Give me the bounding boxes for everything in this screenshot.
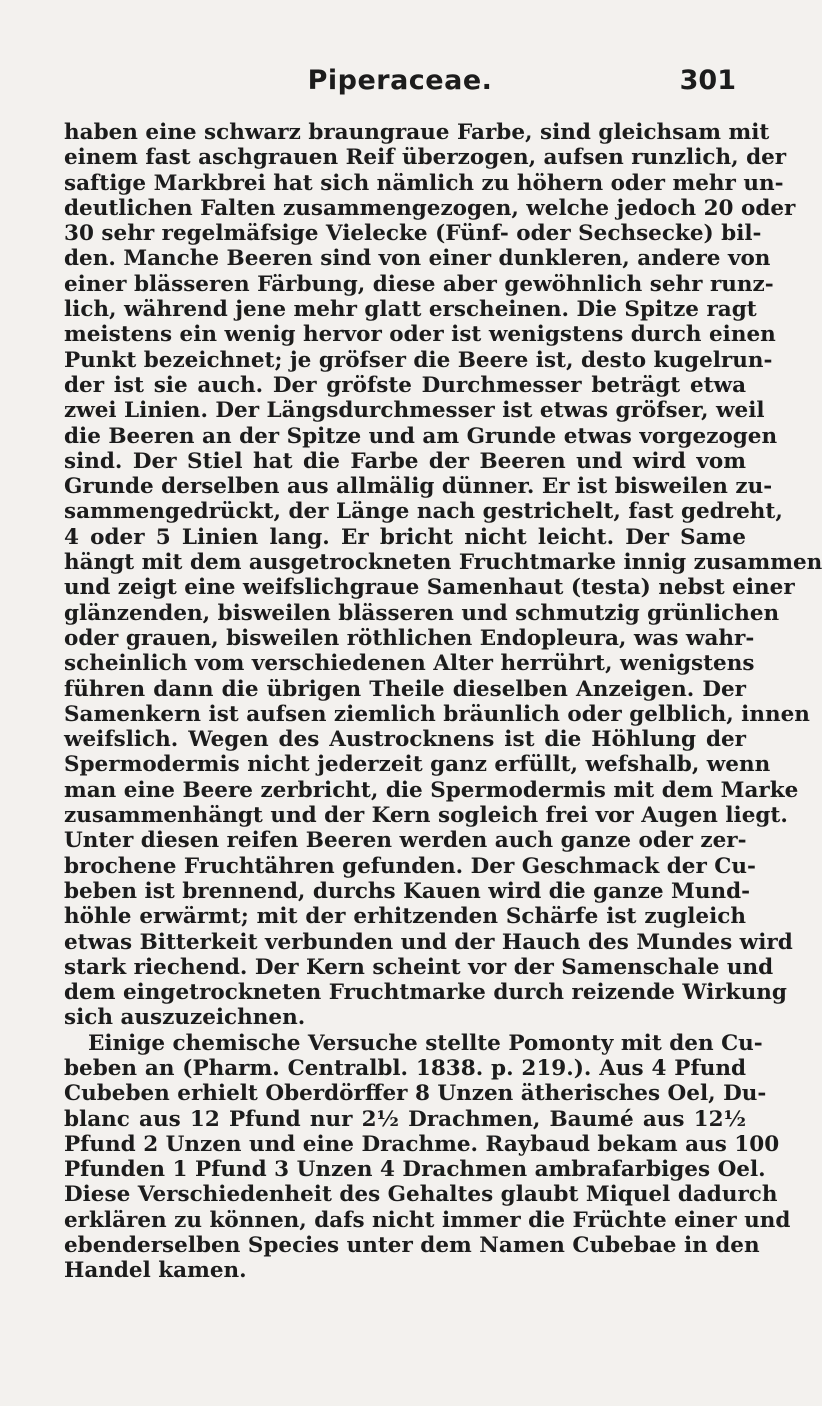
text-line: hängt mit dem ausgetrockneten Fruchtmarke innig zusammen (64, 550, 822, 576)
text-line: 30 sehr regelmäfsige Vielecke (Fünf- oder Sechsecke) bil- (64, 221, 762, 247)
page-header (0, 64, 800, 98)
text-line: höhle erwärmt; mit der erhitzenden Schärfe ist zugleich (64, 904, 746, 930)
text-line: Pfund 2 Unzen und eine Drachme. Raybaud bekam aus 100 (64, 1131, 780, 1157)
text-line: Spermodermis nicht jederzeit ganz erfüllt, wefshalb, wenn (64, 752, 771, 778)
text-line: sind. Der Stiel hat die Farbe der Beeren und wird vom (64, 448, 746, 474)
text-line: man eine Beere zerbricht, die Spermodermis mit dem Marke (64, 777, 799, 803)
text-line: beben an (Pharm. Centralbl. 1838. p. 219.). Aus 4 Pfund (64, 1055, 746, 1081)
text-line: Unter diesen reifen Beeren werden auch ganze oder zer- (64, 828, 747, 854)
text-line: beben ist brennend, durchs Kauen wird die ganze Mund- (64, 878, 751, 904)
text-line: Grunde derselben aus allmälig dünner. Er ist bisweilen zu- (64, 474, 773, 500)
text-line: einem fast aschgrauen Reif überzogen, aufsen runzlich, der (64, 145, 787, 171)
text-line: Cubeben erhielt Oberdörffer 8 Unzen ätherisches Oel, Du- (64, 1081, 767, 1107)
text-line: einer blässeren Färbung, diese aber gewöhnlich sehr runz- (64, 271, 774, 297)
text-line: Samenkern ist aufsen ziemlich bräunlich oder gelblich, innen (64, 701, 810, 727)
page-number: 301 (679, 65, 736, 96)
text-line: sich auszuzeichnen. (64, 1005, 306, 1031)
text-line: zwei Linien. Der Längsdurchmesser ist etwas gröfser, weil (64, 398, 765, 424)
text-line: die Beeren an der Spitze und am Grunde etwas vorgezogen (64, 423, 778, 449)
text-line: 4 oder 5 Linien lang. Er bricht nicht leicht. Der Same (64, 524, 746, 550)
body-text (64, 120, 822, 1284)
text-line: Diese Verschiedenheit des Gehaltes glaubt Miquel dadurch (64, 1182, 778, 1208)
text-line: sammengedrückt, der Länge nach gestrichelt, fast gedreht, (64, 499, 783, 525)
text-line: ebenderselben Species unter dem Namen Cubebae in den (64, 1233, 760, 1259)
text-line: glänzenden, bisweilen blässeren und schmutzig grünlichen (64, 600, 780, 626)
text-line: blanc aus 12 Pfund nur 2½ Drachmen, Baumé aus 12½ (64, 1106, 746, 1132)
text-line: dem eingetrockneten Fruchtmarke durch reizende Wirkung (64, 980, 787, 1006)
text-line: haben eine schwarz braungraue Farbe, sind gleichsam mit (64, 120, 770, 145)
text-line: Einige chemische Versuche stellte Pomonty mit den Cu- (88, 1030, 763, 1056)
text-line: brochene Fruchtähren gefunden. Der Geschmack der Cu- (64, 853, 756, 879)
text-line: erklären zu können, dafs nicht immer die Früchte einer und (64, 1207, 791, 1233)
text-line: stark riechend. Der Kern scheint vor der Samenschale und (64, 954, 774, 980)
text-line: meistens ein wenig hervor oder ist wenigstens durch einen (64, 322, 776, 348)
text-line: etwas Bitterkeit verbunden und der Hauch des Mundes wird (64, 929, 793, 955)
text-line: der ist sie auch. Der gröfste Durchmesser beträgt etwa (64, 372, 746, 398)
text-line: deutlichen Falten zusammengezogen, welche jedoch 20 oder (64, 195, 796, 221)
running-title: Piperaceae. (307, 65, 493, 96)
text-line: weifslich. Wegen des Austrocknens ist die Höhlung der (64, 727, 746, 753)
text-line: scheinlich vom verschiedenen Alter herrührt, wenigstens (64, 651, 755, 677)
text-line: Pfunden 1 Pfund 3 Unzen 4 Drachmen ambrafarbiges Oel. (64, 1157, 766, 1183)
text-line: Punkt bezeichnet; je gröfser die Beere ist, desto kugelrun- (64, 347, 773, 373)
text-line: oder grauen, bisweilen röthlichen Endopleura, was wahr- (64, 625, 755, 651)
text-line: saftige Markbrei hat sich nämlich zu höhern oder mehr un- (64, 170, 784, 196)
text-line: lich, während jene mehr glatt erscheinen. Die Spitze ragt (64, 297, 757, 323)
text-line: zusammenhängt und der Kern sogleich frei vor Augen liegt. (64, 803, 788, 829)
text-line: Handel kamen. (64, 1258, 247, 1284)
text-line: den. Manche Beeren sind von einer dunkleren, andere von (64, 246, 771, 272)
text-line: und zeigt eine weifslichgraue Samenhaut (testa) nebst einer (64, 575, 795, 601)
text-line: führen dann die übrigen Theile dieselben Anzeigen. Der (64, 676, 746, 702)
